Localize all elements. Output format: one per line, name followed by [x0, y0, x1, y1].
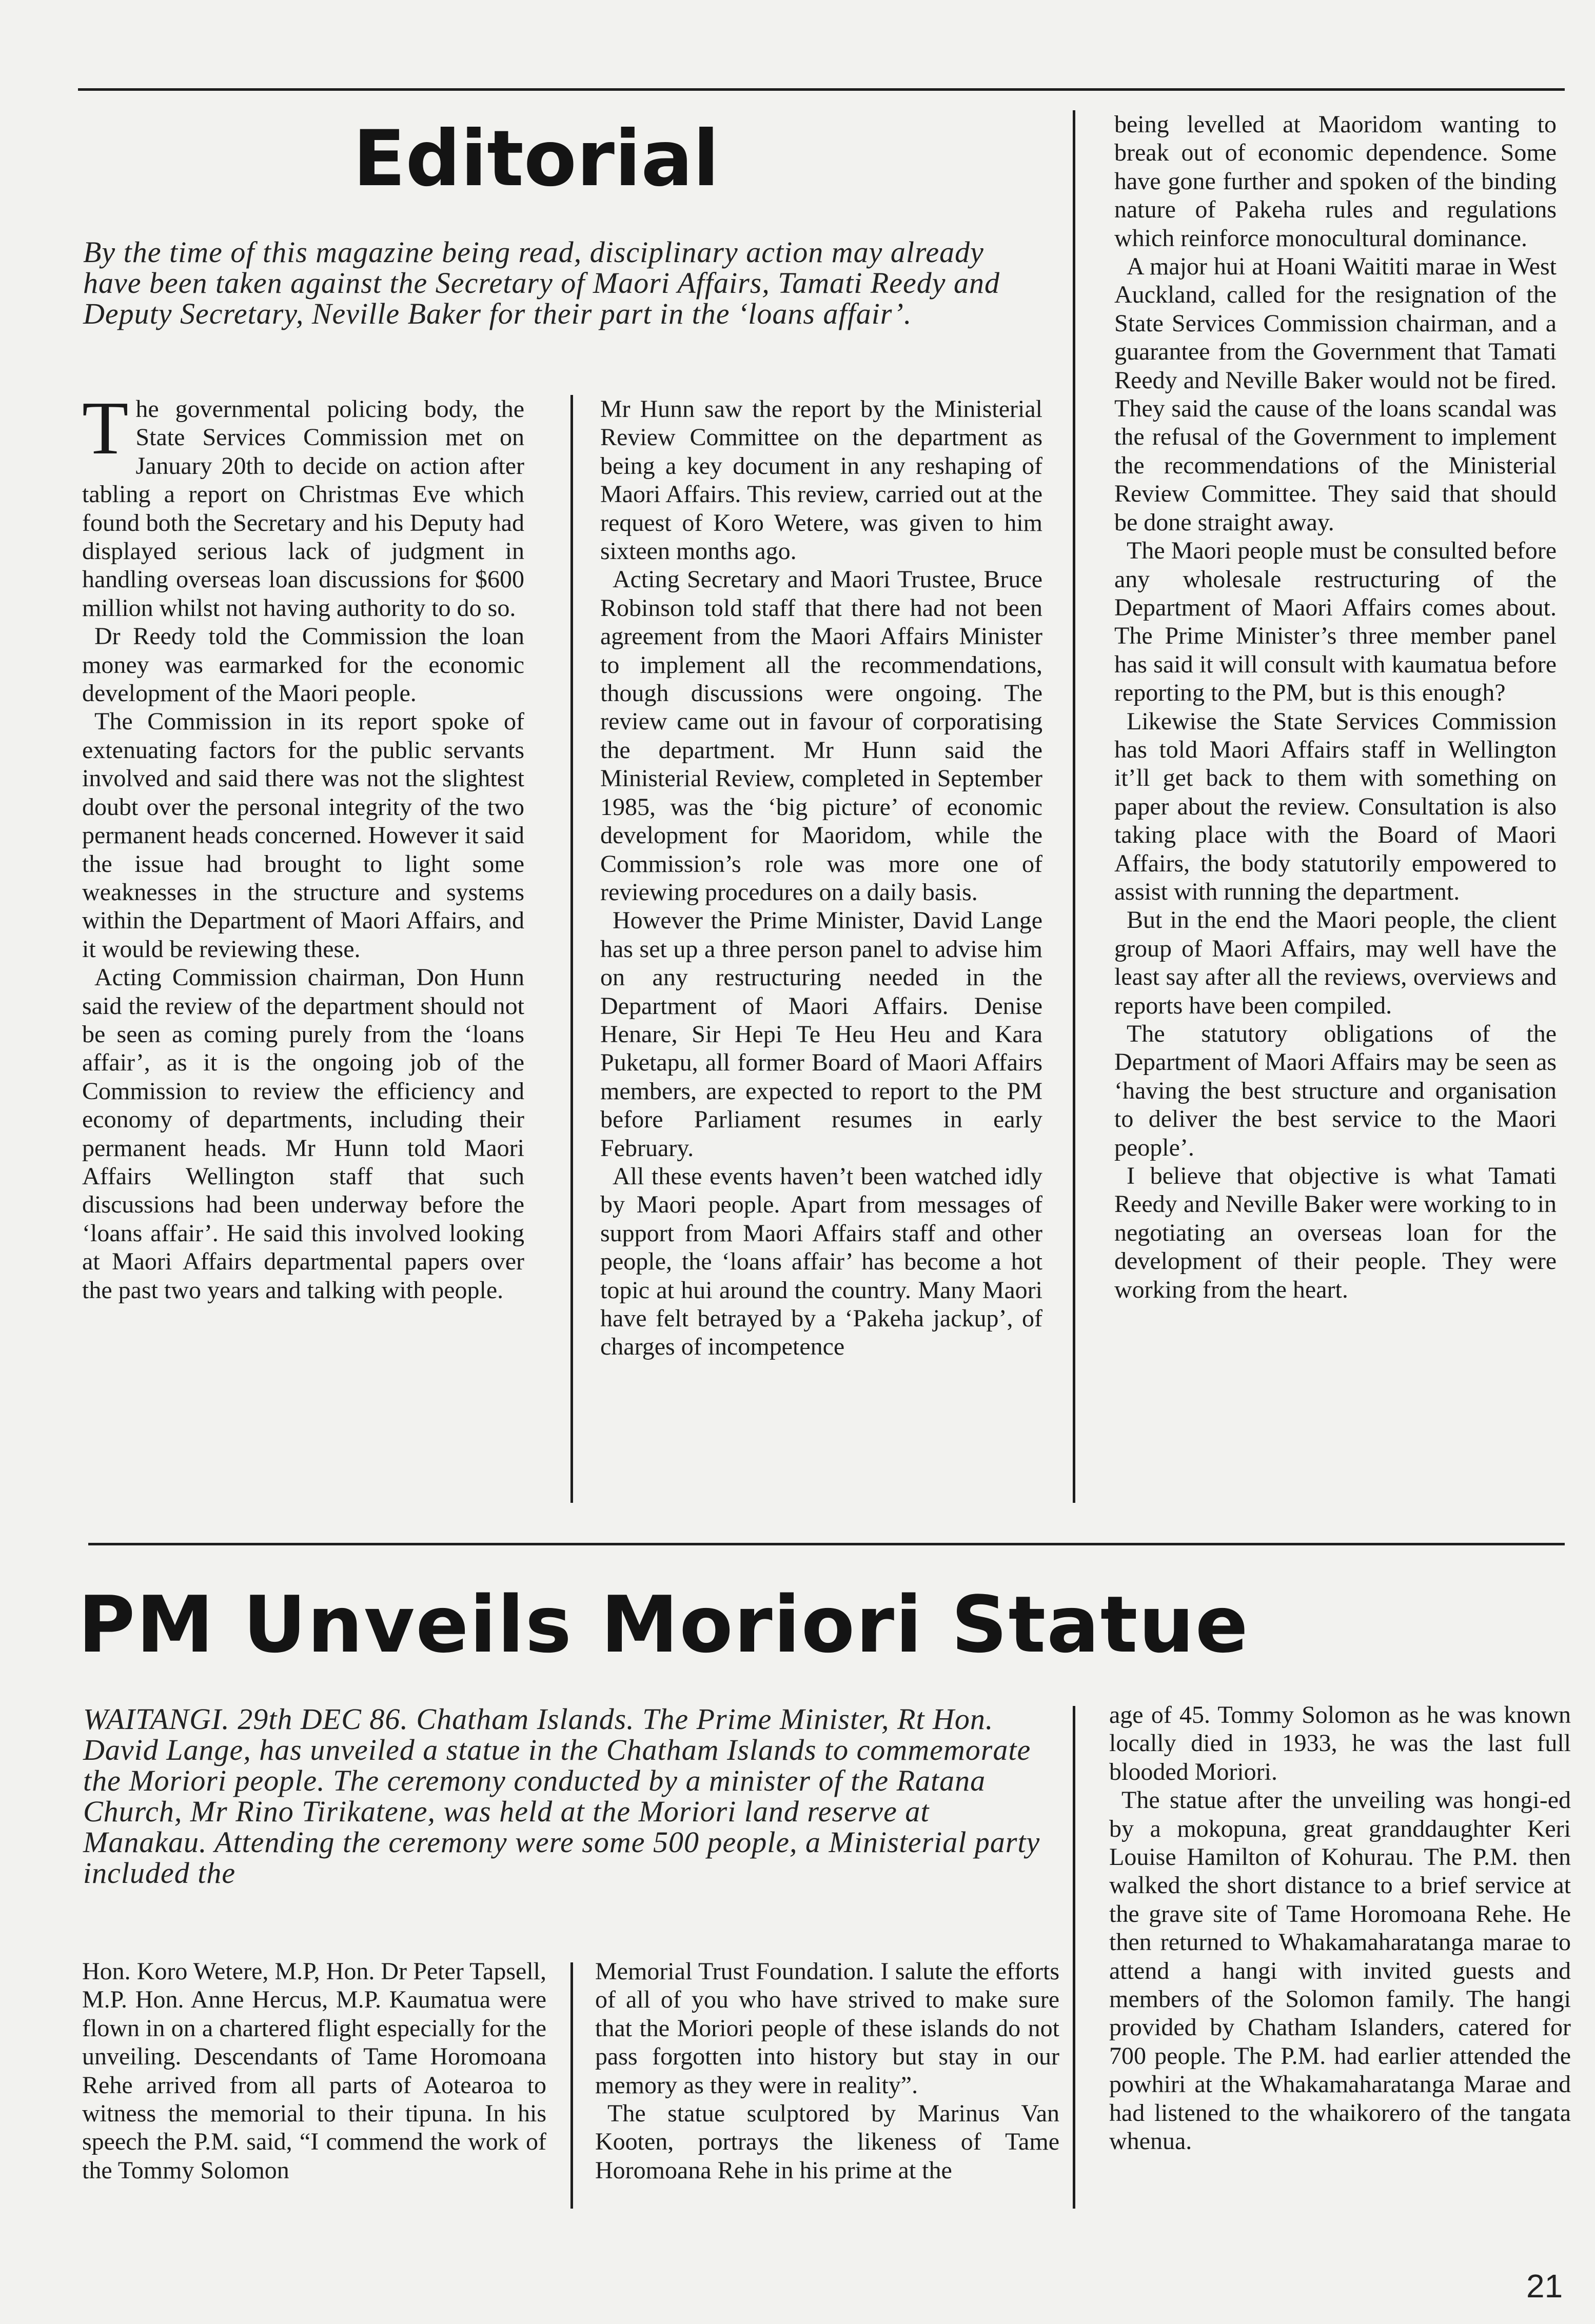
- editorial-paragraph: However the Prime Minister, David Lange has set up a three person panel to advise him on any restructuring needed in the Department of Maori Affairs. Denise Henare, Sir Hepi Te Heu Heu and Kara Puketapu, all former Board of Maori Affairs members, are expected to report to the PM before Parliament resumes in early February.: [600, 907, 1042, 1162]
- editorial-paragraph: Likewise the State Services Commission has told Maori Affairs staff in Wellington it’ll get back to them with something on paper about the review. Consultation is also taking place with the Board of Maori Affairs, the body statutorily empowered to assist with running the department.: [1114, 707, 1557, 905]
- editorial-column-1: [82, 386, 524, 1304]
- editorial-paragraph: Mr Hunn saw the report by the Ministerial Review Committee on the department as being a key document in any reshaping of Maori Affairs. This review, carried out at the request of Koro Wetere, was given to him sixteen months ago.: [600, 395, 1042, 565]
- column-divider: [570, 1962, 573, 2209]
- statue-paragraph: The statue sculptored by Marinus Van Kooten, portrays the likeness of Tame Horomoana Rehe in his prime at the: [595, 2100, 1059, 2184]
- editorial-paragraph: I believe that objective is what Tamati Reedy and Neville Baker were working to in negotiating an overseas loan for the development of their people. They were working from the heart.: [1114, 1162, 1557, 1303]
- statue-paragraph: The statue after the unveiling was hongi-ed by a mokopuna, great granddaughter Keri Louise Hamilton of Kohurau. The P.M. then walked the short distance to a brief service at the grave site of Tame Horomoana Rehe. He then returned to Whakamaharatanga marae to attend a hangi with invited guests and members of the Solomon family. The hangi provided by Chatham Islanders, catered for 700 people. The P.M. had earlier attended the powhiri at the Whakamaharatanga Marae and had listened to the whaikorero of the tangata whenua.: [1109, 1786, 1571, 2155]
- editorial-column-2: [600, 395, 1042, 1361]
- editorial-paragraph: A major hui at Hoani Waititi marae in West Auckland, called for the resignation of the State Services Commission chairman, and a guarantee from the Government that Tamati Reedy and Neville Baker would not be fired. They said the cause of the loans scandal was the refusal of the Government to implement the recommendations of the Ministerial Review Committee. They said that should be done straight away.: [1114, 253, 1557, 536]
- statue-paragraph: Hon. Koro Wetere, M.P, Hon. Dr Peter Tapsell, M.P. Hon. Anne Hercus, M.P. Kaumatua were flown in on a chartered flight especially for the unveiling. Descendants of Tame Horomoana Rehe arrived from all parts of Aotearoa to witness the memorial to their tipuna. In his speech the P.M. said, “I commend the work of the Tommy Solomon: [82, 1958, 546, 2184]
- column-divider: [1073, 1706, 1075, 2209]
- statue-column-3: [1109, 1701, 1571, 2156]
- statue-paragraph: age of 45. Tommy Solomon as he was known locally died in 1933, he was the last full blooded Moriori.: [1109, 1701, 1571, 1785]
- editorial-paragraph: But in the end the Maori people, the client group of Maori Affairs, may well have the least say after all the reviews, overviews and reports have been compiled.: [1114, 906, 1557, 1019]
- editorial-standfirst: By the time of this magazine being read, disciplinary action may already have been taken against the Secretary of Maori Affairs, Tamati Reedy and Deputy Secretary, Neville Baker for their part in the ‘loans affair’.: [83, 235, 1000, 330]
- statue-standfirst: WAITANGI. 29th DEC 86. Chatham Islands. The Prime Minister, Rt Hon. David Lange, has unveiled a statue in the Chatham Islands to commemorate the Moriori people. The ceremony conducted by a minister of the Ratana Church, Mr Rino Tirikatene, was held at the Moriori land reserve at Manakau. Attending the ceremony were some 500 people, a Ministerial party included the: [83, 1702, 1040, 1890]
- drop-cap: T: [82, 386, 129, 470]
- editorial-paragraph: The Commission in its report spoke of extenuating factors for the public servants involved and said there was not the slightest doubt over the personal integrity of the two permanent heads concerned. However it said the issue had brought to light some weaknesses in the structure and systems within the Department of Maori Affairs, and it would be reviewing these.: [82, 708, 524, 963]
- statue-column-2: [595, 1957, 1059, 2184]
- statue-paragraph: Memorial Trust Foundation. I salute the efforts of all of you who have strived to make sure that the Moriori people of these islands do not pass forgotten into history but stay in our memory as they were in reality”.: [595, 1958, 1059, 2099]
- editorial-paragraph: The Maori people must be consulted before any wholesale restructuring of the Department of Maori Affairs comes about. The Prime Minister’s three member panel has said it will consult with kaumatua before reporting to the PM, but is this enough?: [1114, 537, 1557, 707]
- column-divider: [570, 395, 573, 1503]
- editorial-paragraph: Acting Secretary and Maori Trustee, Bruce Robinson told staff that there had not been agreement from the Maori Affairs Minister to implement all the recommendations, though discussions were ongoing. The review came out in favour of corporatising the department. Mr Hunn said the Ministerial Review, completed in September 1985, was the ‘big picture’ of economic development for Maoridom, while the Commission’s role was more one of reviewing procedures on a daily basis.: [600, 566, 1042, 906]
- page-number: 21: [1526, 2268, 1563, 2305]
- editorial-paragraph: being levelled at Maoridom wanting to break out of economic dependence. Some have gone further and spoken of the binding nature of Pakeha rules and regulations which reinforce monocultural dominance.: [1114, 111, 1557, 252]
- editorial-column-3: [1114, 110, 1557, 1304]
- editorial-paragraph: The governmental policing body, the State Services Commission met on January 20th to decide on action after tabling a report on Christmas Eve which found both the Secretary and his Deputy had displayed serious lack of judgment in handling overseas loan discussions for $600 million whilst not having authority to do so.: [82, 386, 524, 622]
- editorial-paragraph: The statutory obligations of the Department of Maori Affairs may be seen as ‘having the best structure and organisation to deliver the best service to the Maori people’.: [1114, 1020, 1557, 1161]
- top-rule: [78, 88, 1565, 91]
- editorial-paragraph: Acting Commission chairman, Don Hunn said the review of the department should not be seen as coming purely from the ‘loans affair’, as it is the ongoing job of the Commission to review the efficiency and economy of departments, including their permanent heads. Mr Hunn told Maori Affairs Wellington staff that such discussions had been underway before the ‘loans affair’. He said this involved looking at Maori Affairs departmental papers over the past two years and talking with people.: [82, 964, 524, 1304]
- statue-column-1: [82, 1957, 546, 2184]
- editorial-paragraph: Dr Reedy told the Commission the loan money was earmarked for the economic development of the Maori people.: [82, 623, 524, 707]
- editorial-title: Editorial: [352, 114, 720, 204]
- section-rule: [88, 1543, 1565, 1545]
- column-divider: [1073, 110, 1075, 1503]
- editorial-paragraph: All these events haven’t been watched idly by Maori people. Apart from messages of support from Maori Affairs staff and other people, the ‘loans affair’ has become a hot topic at hui around the country. Many Maori have felt betrayed by a ‘Pakeha jackup’, of charges of incompetence: [600, 1162, 1042, 1361]
- statue-article-title: PM Unveils Moriori Statue: [78, 1579, 1249, 1670]
